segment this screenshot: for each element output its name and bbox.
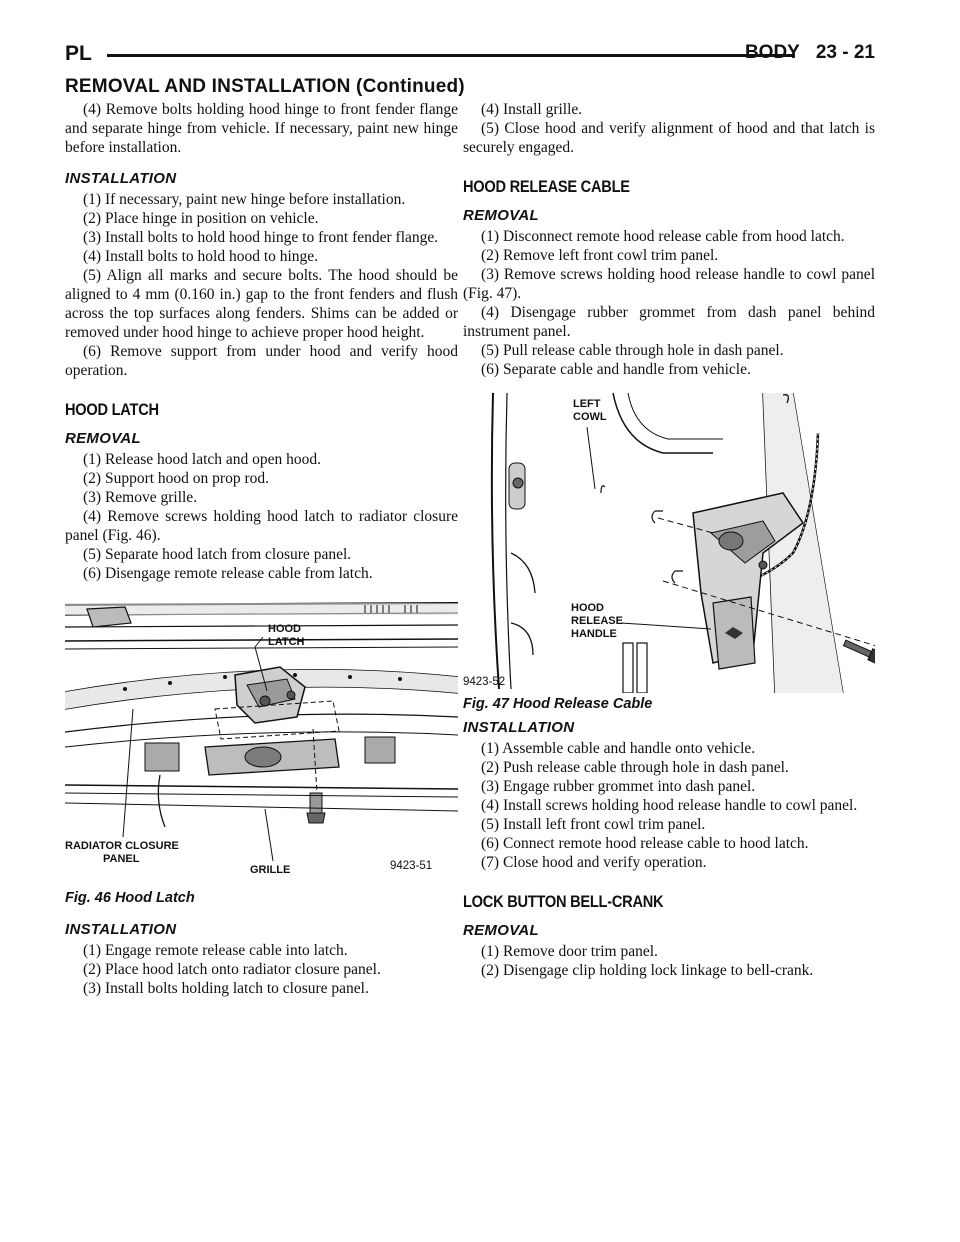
step: (3) Remove screws holding hood release handle to cowl panel (Fig. 47).: [463, 266, 875, 302]
fig47-label-cowl-1: LEFT: [573, 398, 601, 410]
step: (6) Remove support from under hood and verify hood operation.: [65, 343, 458, 379]
step: (1) Engage remote release cable into latch.: [83, 942, 348, 959]
step: (6) Disengage remote release cable from latch.: [83, 565, 373, 582]
continued-heading: REMOVAL AND INSTALLATION (Continued): [65, 76, 465, 97]
running-header: [65, 40, 875, 70]
header-section: BODY: [744, 42, 800, 63]
step: (7) Close hood and verify operation.: [481, 854, 707, 871]
fig46-label-radiator-1: RADIATOR CLOSURE: [65, 840, 179, 852]
section-title-lock-button-bell-crank: LOCK BUTTON BELL-CRANK: [463, 892, 664, 911]
figure-47-hood-release-cable: [463, 393, 875, 693]
step: (1) Remove door trim panel.: [481, 943, 658, 960]
subheading-removal: REMOVAL: [65, 430, 141, 447]
fig47-label-handle-2: RELEASE: [571, 615, 623, 627]
subheading-installation: INSTALLATION: [65, 170, 177, 187]
step: (2) Support hood on prop rod.: [83, 470, 269, 487]
fig46-label-radiator-2: PANEL: [103, 853, 140, 865]
figure-47-caption: Fig. 47 Hood Release Cable: [463, 696, 653, 712]
step: (5) Align all marks and secure bolts. The hood should be aligned to 4 mm (0.160 in.) gap to the front fenders and flush across the top surfaces along fenders. Shims can be added or removed under hood hinge to achieve proper hood height.: [65, 267, 458, 341]
step: (5) Install left front cowl trim panel.: [481, 816, 706, 833]
subheading-installation: INSTALLATION: [463, 719, 575, 736]
step: (4) Install screws holding hood release handle to cowl panel.: [481, 797, 858, 814]
step: (1) Disconnect remote hood release cable from hood latch.: [481, 228, 845, 245]
step: (2) Disengage clip holding lock linkage to bell-crank.: [481, 962, 814, 979]
step: (2) Push release cable through hole in dash panel.: [481, 759, 789, 776]
figure-46-caption: Fig. 46 Hood Latch: [65, 890, 195, 906]
step: (5) Close hood and verify alignment of hood and that latch is securely engaged.: [463, 120, 875, 156]
step: (3) Engage rubber grommet into dash panel.: [481, 778, 756, 795]
section-title-hood-latch: HOOD LATCH: [65, 400, 159, 419]
fig46-label-hood-latch-2: LATCH: [268, 636, 305, 648]
step: (2) Remove left front cowl trim panel.: [481, 247, 719, 264]
fig46-label-grille: GRILLE: [250, 864, 291, 876]
step: (4) Install grille.: [481, 101, 583, 118]
step: (2) Place hinge in position on vehicle.: [83, 210, 319, 227]
paragraph: (4) Remove bolts holding hood hinge to front fender flange and separate hinge from vehicle. If necessary, paint new hinge before installation.: [65, 101, 458, 156]
subheading-removal: REMOVAL: [463, 207, 539, 224]
step: (5) Separate hood latch from closure panel.: [83, 546, 352, 563]
section-title-hood-release-cable: HOOD RELEASE CABLE: [463, 177, 630, 196]
step: (3) Install bolts to hold hood hinge to front fender flange.: [83, 229, 439, 246]
step: (4) Install bolts to hold hood to hinge.: [83, 248, 319, 265]
fig47-label-cowl-2: COWL: [573, 411, 607, 423]
fig46-label-hood-latch-1: HOOD: [268, 623, 301, 635]
figure-46-hood-latch: [65, 597, 458, 887]
step: (4) Remove screws holding hood latch to radiator closure panel (Fig. 46).: [65, 508, 458, 544]
step: (1) Assemble cable and handle onto vehicle.: [481, 740, 756, 757]
subheading-installation: INSTALLATION: [65, 921, 177, 938]
step: (5) Pull release cable through hole in dash panel.: [481, 342, 784, 359]
step: (1) Release hood latch and open hood.: [83, 451, 322, 468]
step: (3) Install bolts holding latch to closure panel.: [83, 980, 369, 997]
header-rule: [107, 54, 795, 57]
step: (4) Disengage rubber grommet from dash panel behind instrument panel.: [463, 304, 875, 340]
fig47-label-handle-1: HOOD: [571, 602, 604, 614]
fig46-code: 9423-51: [390, 860, 433, 872]
step: (2) Place hood latch onto radiator closure panel.: [83, 961, 381, 978]
left-column: [65, 100, 458, 998]
header-right: [745, 42, 875, 64]
step: (6) Connect remote hood release cable to hood latch.: [481, 835, 809, 852]
header-page-number: 23 - 21: [815, 42, 875, 63]
step: (3) Remove grille.: [83, 489, 198, 506]
subheading-removal: REMOVAL: [463, 922, 539, 939]
header-model-code: PL: [65, 42, 92, 65]
right-column: [463, 100, 875, 980]
fig47-label-handle-3: HANDLE: [571, 628, 617, 640]
fig47-code: 9423-52: [463, 676, 506, 688]
step: (1) If necessary, paint new hinge before installation.: [83, 191, 406, 208]
step: (6) Separate cable and handle from vehicle.: [481, 361, 751, 378]
